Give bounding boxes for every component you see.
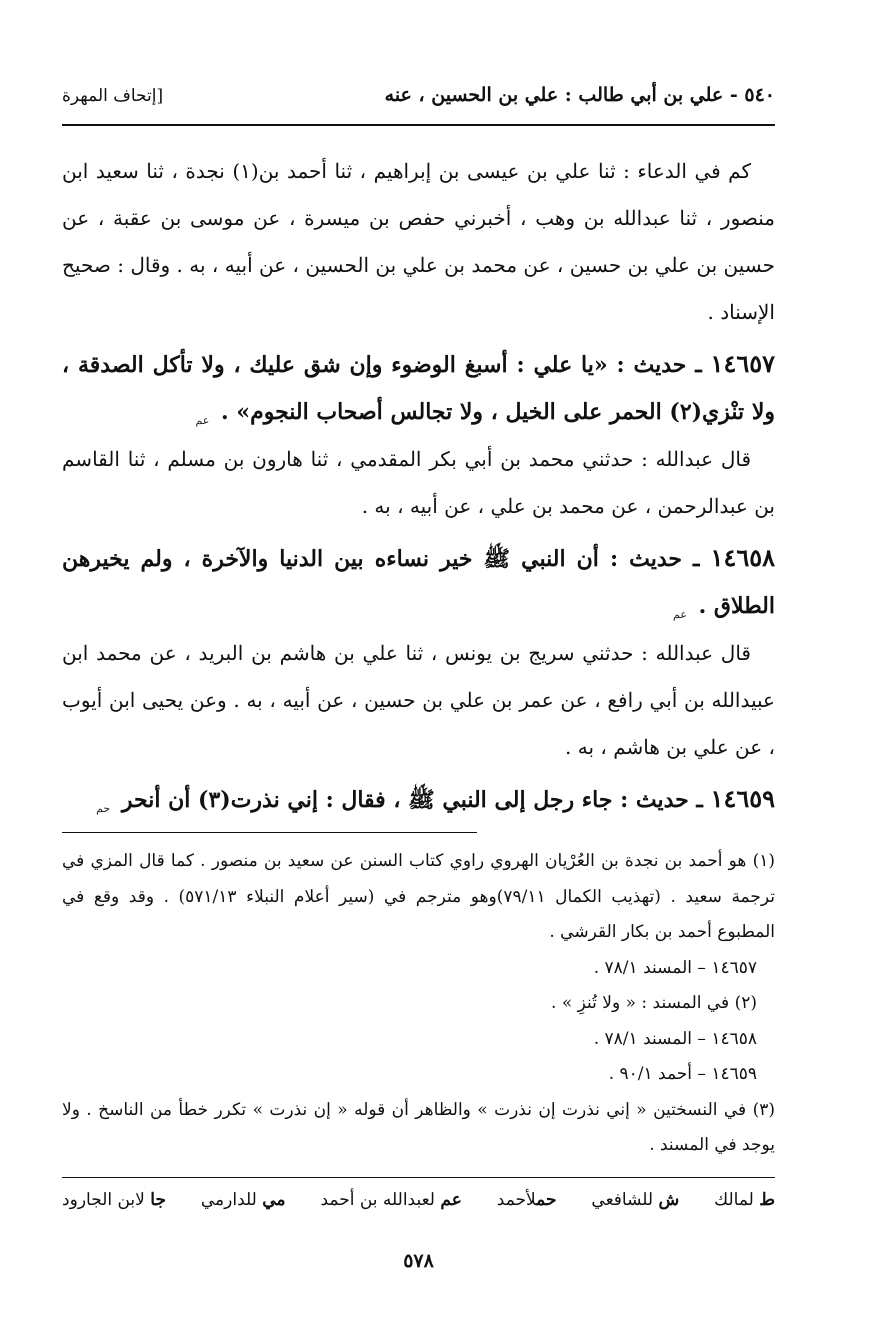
footnotes [62, 844, 775, 1164]
footnote-2: (٢) في المسند : « ولا تُنزِ » . [551, 993, 757, 1013]
header-rule [62, 124, 775, 126]
reference-14658: ١٤٦٥٨ – المسند ٧٨/١ . [593, 1028, 757, 1049]
page-number: ٥٧٨ [403, 1250, 434, 1272]
source-marker: عم [673, 608, 687, 622]
abbrev-item: حملأحمد [496, 1190, 557, 1210]
hadith-number: ١٤٦٥٨ [710, 543, 775, 572]
abbrev-item: مي للدارمي [200, 1190, 286, 1210]
source-marker: حم [96, 802, 111, 816]
footnote-3: (٣) في النسختين « إني نذرت إن نذرت » والظاهر أن قوله « إن نذرت » تكرر خطأ من الناسخ . ولا يوجد في المسند . [62, 1099, 775, 1155]
abbreviation-key [62, 1190, 775, 1210]
hadith-14659 [62, 775, 775, 824]
reference-14659: ١٤٦٥٩ – أحمد ٩٠/١ . [608, 1064, 757, 1084]
hadith-text: ـ حديث : «يا علي : أسبغ الوضوء وإن شق عليك ، ولا تأكل الصدقة ، ولا تنْزي(٢) الحمر على الخيل ، ولا تجالس أصحاب النجوم» . [62, 352, 775, 425]
running-header [62, 84, 775, 106]
abbreviation-rule [62, 1177, 775, 1178]
abbrev-item: عم لعبدالله بن أحمد [320, 1190, 462, 1210]
paragraph-2: قال عبدالله : حدثني محمد بن أبي بكر المقدمي ، ثنا هارون بن مسلم ، ثنا القاسم بن عبدالرحمن ، عن محمد بن علي ، عن أبيه ، به . [62, 447, 775, 518]
reference-14657: ١٤٦٥٧ – المسند ٧٨/١ . [593, 957, 757, 978]
hadith-text: ـ حديث : أن النبي ﷺ خير نساءه بين الدنيا والآخرة ، ولم يخيرهن الطلاق . [62, 546, 775, 619]
paragraph-3: قال عبدالله : حدثني سريج بن يونس ، ثنا علي بن هاشم بن البريد ، عن محمد ابن عبيدالله بن أبي رافع ، عن عمر بن علي بن حسين ، عن أبيه ، به . وعن يحيى ابن أيوب ، عن علي بن هاشم ، به . [62, 641, 775, 759]
footnote-1: (١) هو أحمد بن نجدة بن العُرْيان الهروي راوي كتاب السنن عن سعيد بن منصور . كما قال المزي في ترجمة سعيد . (تهذيب الكمال ٧٩/١١)وهو مترجم في (سير أعلام النبلاء ٥٧١/١٣) . وقد وقع في المطبوع أحمد بن بكار القرشي . [62, 851, 776, 942]
footnote-rule [62, 832, 477, 833]
main-text [62, 148, 775, 824]
hadith-number: ١٤٦٥٧ [710, 349, 775, 378]
hadith-14657 [62, 340, 775, 436]
paragraph-1: كم في الدعاء : ثنا علي بن عيسى بن إبراهيم ، ثنا أحمد بن(١) نجدة ، ثنا سعيد ابن منصور ، ثنا عبدالله بن وهب ، أخبرني حفص بن ميسرة ، عن موسى بن عقبة ، عن حسين بن علي بن حسين ، عن محمد بن علي بن الحسين ، عن أبيه ، به . وقال : صحيح الإسناد . [62, 159, 775, 324]
abbrev-item: ش للشافعي [591, 1190, 680, 1210]
hadith-text: ـ حديث : جاء رجل إلى النبي ﷺ ، فقال : إني نذرت(٣) أن أنحر [121, 787, 703, 813]
abbrev-item: جا لابن الجارود [62, 1190, 166, 1210]
hadith-14658 [62, 534, 775, 630]
abbrev-item: ط لمالك [714, 1190, 775, 1210]
header-book-name: [إتحاف المهرة [62, 86, 164, 106]
source-marker: عم [195, 414, 210, 428]
hadith-number: ١٤٦٥٩ [710, 784, 775, 813]
header-title: ٥٤٠ - علي بن أبي طالب : علي بن الحسين ، عنه [384, 84, 775, 106]
